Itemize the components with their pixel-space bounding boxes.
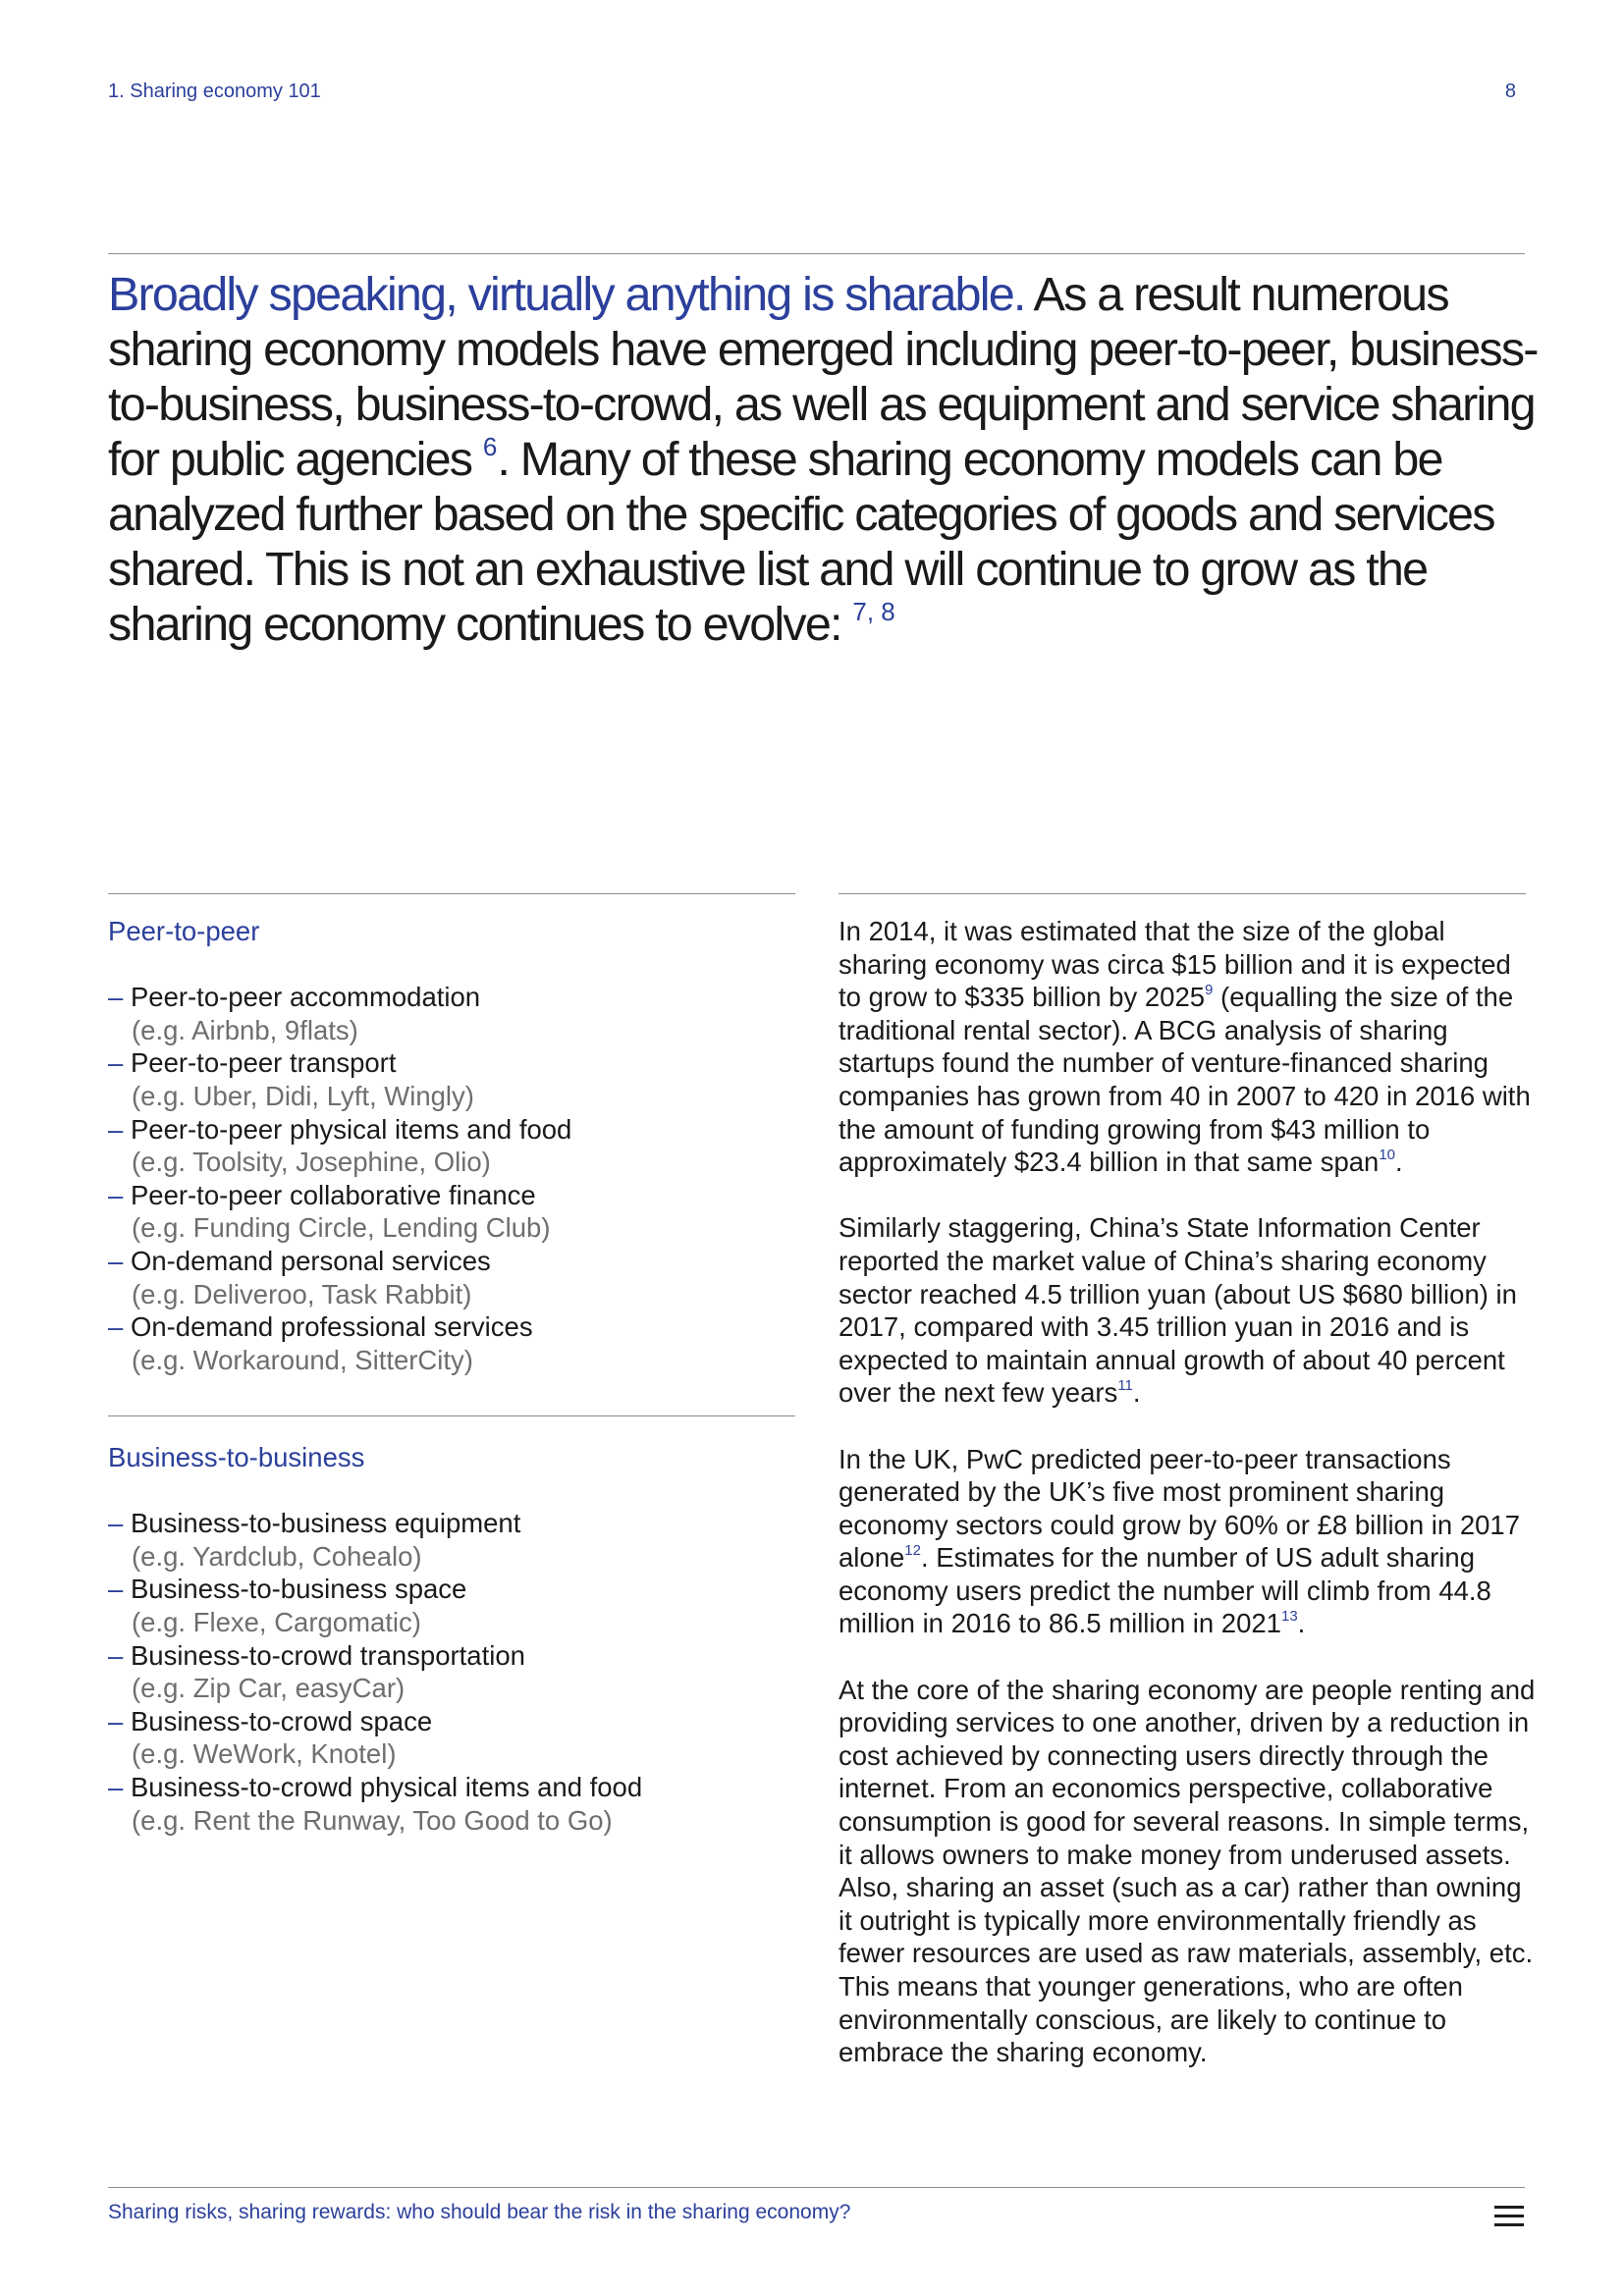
list-item-label: Peer-to-peer physical items and food — [130, 1113, 572, 1145]
text-run: Similarly staggering, China’s State Information Center reported the market value of China’s sharing economy sector reached 4.5 trillion yuan (about US $680 billion) in 2017, compared with 3.45 trillion yuan in 2016 and is expected to maintain annual growth of about 40 percent over the next few years — [839, 1212, 1517, 1409]
list-item — [108, 1771, 815, 1837]
dash-bullet: – — [108, 1245, 131, 1276]
list-item-example: (e.g. Flexe, Cargomatic) — [132, 1606, 421, 1637]
list-item — [108, 1113, 815, 1179]
list-item-example: (e.g. Rent the Runway, Too Good to Go) — [132, 1804, 613, 1836]
footnote-ref-6[interactable]: 6 — [482, 432, 498, 461]
text-run: In 2014, it was estimated that the size of the global sharing economy was circa $15 billion and it is expected to grow to $335 billion by 2025 — [839, 916, 1511, 1013]
dash-bullet: – — [108, 1771, 131, 1802]
dash-bullet: – — [108, 1508, 131, 1539]
footnote-ref-13[interactable]: 13 — [1280, 1608, 1298, 1626]
list-item — [108, 1179, 815, 1245]
footnote-ref-12[interactable]: 12 — [904, 1542, 921, 1560]
list-item — [108, 1245, 815, 1310]
chapter-label: 1. Sharing economy 101 — [108, 80, 321, 102]
dash-bullet: – — [108, 1639, 131, 1671]
lead-highlight: Broadly speaking, virtually anything is sharable. — [108, 268, 1025, 321]
text-run: (equalling the size of the traditional rental sector). A BCG analysis of sharing startups found the number of venture-financed sharing companies has grown from 40 in 2007 to 420 in 2016 with the amount of funding growing from $43 million to approximately $23.4 billion in that same span — [839, 982, 1531, 1178]
text-run: In the UK, PwC predicted peer-to-peer transactions generated by the UK’s five most prominent sharing economy sectors could grow by 60% or £8 billion in 2017 alone — [839, 1443, 1520, 1574]
dash-bullet: – — [108, 1311, 131, 1343]
running-header — [108, 80, 1516, 110]
dash-bullet: – — [108, 1179, 131, 1210]
peer-to-peer-section — [108, 915, 815, 1376]
list-item-label: Business-to-business equipment — [130, 1508, 521, 1539]
list-item-example: (e.g. WeWork, Knotel) — [132, 1738, 397, 1770]
list-item — [108, 981, 815, 1046]
dash-bullet: – — [108, 1113, 131, 1145]
list-item-label: Business-to-crowd transportation — [130, 1639, 525, 1671]
left-column-divider-2 — [108, 1415, 795, 1416]
right-column-divider — [839, 893, 1526, 894]
list-item — [108, 1046, 815, 1112]
list-item-example: (e.g. Toolsity, Josephine, Olio) — [132, 1147, 491, 1178]
text-run: . — [1132, 1377, 1141, 1409]
list-item-label: Business-to-crowd space — [130, 1705, 433, 1736]
lead-paragraph — [108, 267, 1542, 652]
dash-bullet: – — [108, 1705, 131, 1736]
dash-bullet: – — [108, 982, 131, 1013]
menu-icon-bar — [1494, 2215, 1524, 2217]
list-item-label: Business-to-business space — [130, 1574, 467, 1605]
list-item-example: (e.g. Workaround, SitterCity) — [132, 1344, 473, 1375]
page-number: 8 — [1504, 80, 1516, 102]
body-paragraph-3 — [839, 1443, 1536, 1641]
text-run: . — [1297, 1608, 1306, 1639]
body-paragraph-2 — [839, 1211, 1536, 1410]
list-item — [108, 1310, 815, 1376]
list-item-example: (e.g. Airbnb, 9flats) — [132, 1014, 358, 1045]
text-run: . Estimates for the number of US adult sharing economy users predict the number will climb from 44.8 million in 2016 to 86.5 million in 2021 — [839, 1542, 1491, 1639]
hamburger-menu-icon[interactable] — [1494, 2206, 1524, 2227]
business-to-business-section — [108, 1441, 815, 1837]
text-run: . — [1395, 1147, 1403, 1178]
list-item — [108, 1573, 815, 1638]
list-item-example: (e.g. Zip Car, easyCar) — [132, 1673, 406, 1704]
body-text-column — [839, 915, 1536, 2069]
list-item-label: On-demand professional services — [130, 1311, 533, 1343]
body-paragraph-1 — [839, 915, 1536, 1179]
peer-to-peer-list — [108, 981, 815, 1376]
dash-bullet: – — [108, 1574, 131, 1605]
list-item-label: Peer-to-peer collaborative finance — [130, 1179, 536, 1210]
dash-bullet: – — [108, 1047, 131, 1079]
section-title-business-to-business: Business-to-business — [108, 1442, 365, 1472]
list-item-label: Peer-to-peer accommodation — [130, 982, 481, 1013]
footnote-ref-10[interactable]: 10 — [1379, 1147, 1396, 1164]
list-item — [108, 1639, 815, 1705]
lead-text-2: . Many of these sharing economy models can be analyzed further based on the specific categories of goods and services shared. This is not an exhaustive list and will continue to grow as the sharing economy continues to evolve: — [108, 433, 1494, 651]
lead-text-1: As a result numerous sharing economy models have emerged including peer-to-peer, business-to-business, business-to-crowd, as well as equipment and service sharing for public agencies — [108, 268, 1538, 486]
left-column-divider-1 — [108, 893, 795, 894]
list-item-label: Business-to-crowd physical items and food — [130, 1771, 643, 1802]
list-item-example: (e.g. Funding Circle, Lending Club) — [132, 1212, 551, 1244]
list-item-label: On-demand personal services — [130, 1245, 491, 1276]
footnote-ref-11[interactable]: 11 — [1117, 1377, 1133, 1395]
footer-divider — [108, 2187, 1525, 2188]
list-item-example: (e.g. Uber, Didi, Lyft, Wingly) — [132, 1080, 474, 1111]
top-divider — [108, 253, 1525, 254]
menu-icon-bar — [1494, 2223, 1524, 2226]
list-item-example: (e.g. Yardclub, Cohealo) — [132, 1540, 422, 1572]
list-item — [108, 1705, 815, 1771]
footer-document-title[interactable]: Sharing risks, sharing rewards: who should bear the risk in the sharing economy? — [108, 2201, 851, 2223]
list-item-example: (e.g. Deliveroo, Task Rabbit) — [132, 1278, 472, 1309]
footnote-ref-7-8[interactable]: 7, 8 — [852, 597, 895, 626]
list-item — [108, 1507, 815, 1573]
list-item-label: Peer-to-peer transport — [130, 1047, 397, 1079]
business-to-business-list — [108, 1507, 815, 1837]
footnote-ref-9[interactable]: 9 — [1205, 982, 1214, 999]
body-paragraph-4: At the core of the sharing economy are people renting and providing services to one another, driven by a reduction in cost achieved by connecting users directly through the internet. From an economics perspective, collaborative consumption is good for several reasons. In simple terms, it allows owners to make money from underused assets. Also, sharing an asset (such as a car) rather than owning it outright is typically more environmentally friendly as fewer resources are used as raw materials, assembly, etc. This means that younger generations, who are often environmentally conscious, are likely to continue to embrace the sharing economy. — [839, 1674, 1536, 2068]
menu-icon-bar — [1494, 2206, 1524, 2209]
section-title-peer-to-peer: Peer-to-peer — [108, 916, 260, 946]
